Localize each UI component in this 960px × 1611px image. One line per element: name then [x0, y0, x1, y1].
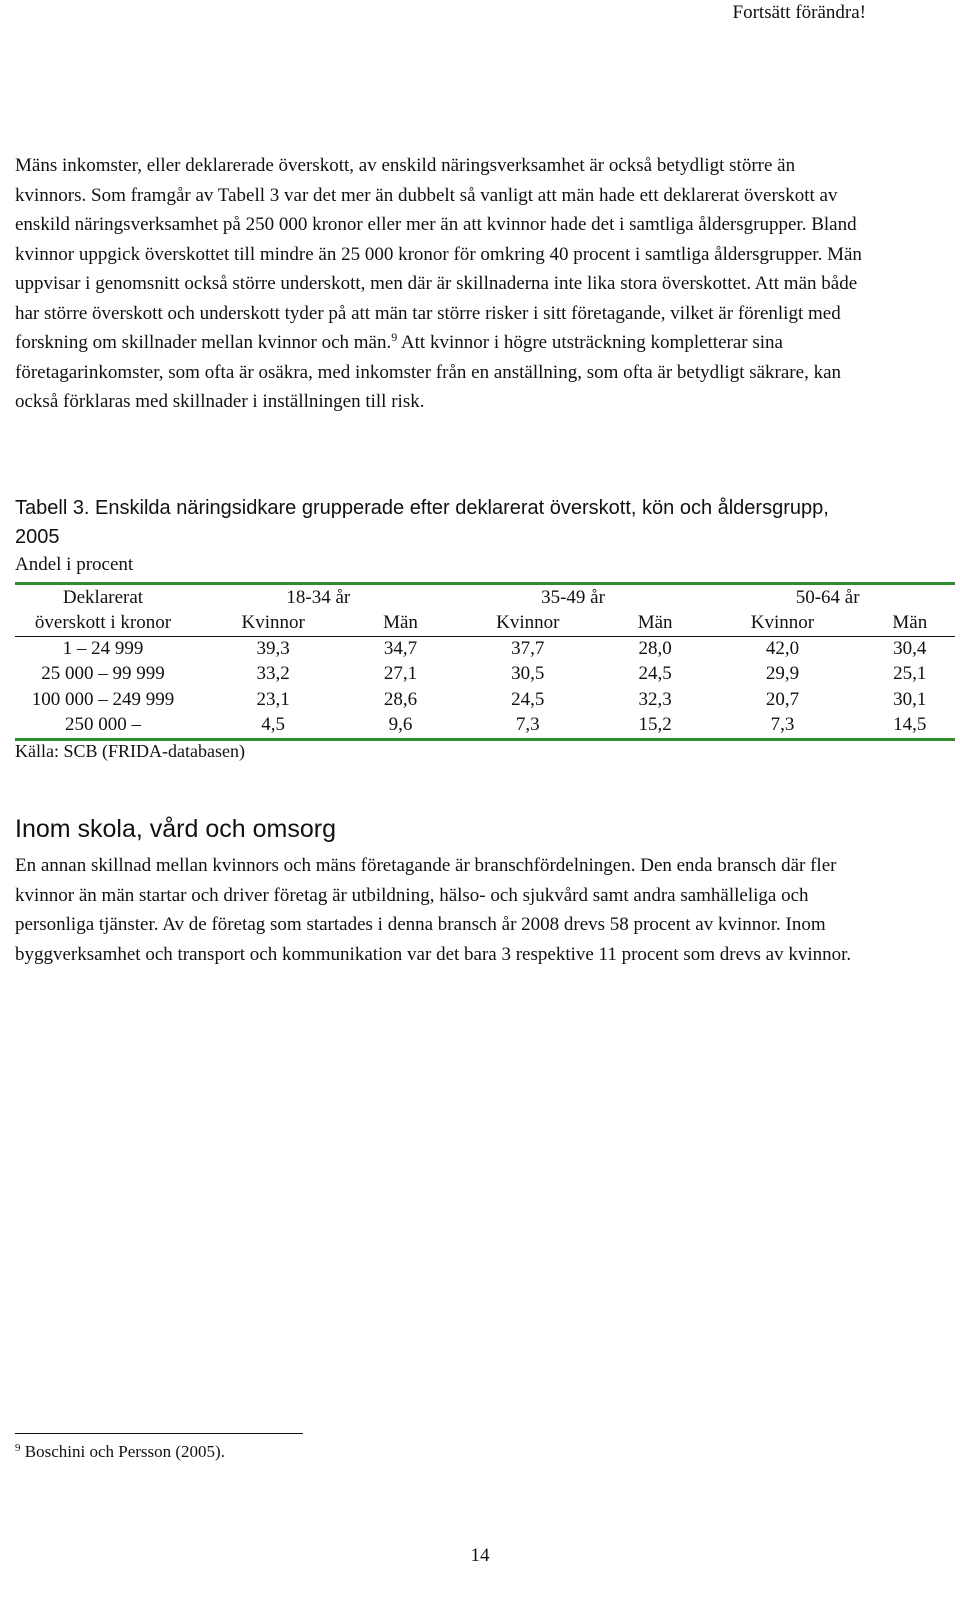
- age-group-header: 35-49 år: [541, 586, 605, 608]
- table-cell: 27,1: [383, 663, 418, 685]
- footnote-reference[interactable]: 9: [391, 330, 398, 344]
- table-cell: 24,5: [511, 688, 545, 710]
- income-table: [15, 585, 955, 738]
- row-label: 25 000 – 99 999: [41, 663, 165, 685]
- table-cell: 39,3: [256, 637, 290, 659]
- table-header-row-1: [15, 585, 955, 611]
- table-cell: 30,1: [893, 688, 927, 710]
- table-row: [15, 713, 955, 739]
- body-paragraph-income: [15, 151, 865, 417]
- footnote-number: 9: [15, 1442, 21, 1454]
- sex-header: Män: [637, 612, 673, 634]
- table-cell: 4,5: [261, 714, 286, 736]
- table-row: [15, 687, 955, 713]
- table-cell: 28,0: [638, 637, 672, 659]
- sex-header: Män: [892, 612, 928, 634]
- body-paragraph-industry: En annan skillnad mellan kvinnors och mäns företagande är branschfördelningen. Den enda bransch där fler kvinnor än män startar och driver företag är utbildning, hälso- och sjukvård samt andra samhälleliga och personliga tjänster. Av de företag som startades i denna bransch år 2008 drevs 58 procent av kvinnor. Inom byggverksamhet och transport och kommunikation var det bara 3 respektive 11 procent som drevs av kvinnor.: [15, 855, 852, 965]
- table-cell: 34,7: [383, 637, 418, 659]
- row-label: 100 000 – 249 999: [31, 688, 175, 710]
- row-header-label: Deklarerat: [62, 586, 144, 608]
- row-label: 250 000 –: [65, 714, 141, 736]
- table-header-row-2: [15, 611, 955, 637]
- table-caption: Tabell 3. Enskilda näringsidkare grupperade efter deklarerat överskott, kön och åldersgrupp, 2005: [15, 497, 829, 548]
- page-number: 14: [470, 1545, 490, 1566]
- table-cell: 7,3: [515, 714, 540, 736]
- table-cell: 30,5: [511, 663, 545, 685]
- table-cell: 30,4: [893, 637, 927, 659]
- table-source: Källa: SCB (FRIDA-databasen): [15, 741, 245, 761]
- sex-header: Män: [383, 612, 418, 634]
- footnote: [15, 1442, 225, 1462]
- table-cell: 32,3: [638, 688, 672, 710]
- table-cell: 25,1: [893, 663, 927, 685]
- footnote-text: Boschini och Persson (2005).: [20, 1442, 225, 1461]
- sex-header: Kvinnor: [241, 612, 305, 634]
- sex-header: Kvinnor: [496, 612, 560, 634]
- table-cell: 23,1: [256, 688, 290, 710]
- table-cell: 37,7: [511, 637, 545, 659]
- table-cell: 20,7: [765, 688, 800, 710]
- table-cell: 33,2: [256, 663, 290, 685]
- footnote-separator: [15, 1433, 303, 1434]
- section-heading: Inom skola, vård och omsorg: [15, 815, 336, 843]
- age-group-header: 18-34 år: [286, 586, 351, 608]
- table-cell: 14,5: [893, 714, 927, 736]
- sex-header: Kvinnor: [750, 612, 815, 634]
- table-cell: 28,6: [383, 688, 418, 710]
- row-label: 1 – 24 999: [62, 637, 144, 659]
- paragraph-text-continued: Att kvinnor i högre utsträckning kompletterar sina företagarinkomster, som ofta är osäkra, med inkomster från en anställning, som ofta är betydligt säkrare, kan också förklaras med skillnader i inställningen till risk.: [15, 332, 841, 412]
- table-cell: 15,2: [638, 714, 672, 736]
- table-cell: 7,3: [770, 714, 795, 736]
- age-group-header: 50-64 år: [795, 586, 860, 608]
- paragraph-text: Mäns inkomster, eller deklarerade överskott, av enskild näringsverksamhet är också betydligt större än kvinnors. Som framgår av Tabell 3 var det mer än dubbelt så vanligt att män hade ett deklarerat överskott av enskild näringsverksamhet på 250 000 kronor eller mer än att kvinnor hade det i samtliga åldersgrupper. Bland kvinnor uppgick överskottet till mindre än 25 000 kronor för omkring 40 procent i samtliga åldersgrupper. Män uppvisar i genomsnitt också större underskott, men där är skillnaderna inte lika stora överskottet. Att män både har större överskott och underskott tyder på att män tar större risker i sitt företagande, vilket är förenligt med forskning om skillnader mellan kvinnor och män.: [15, 155, 862, 353]
- row-header-label: överskott i kronor: [34, 612, 172, 634]
- table-cell: 24,5: [638, 663, 672, 685]
- table-cell: 42,0: [765, 637, 800, 659]
- running-header: Fortsätt förändra!: [732, 2, 866, 23]
- table-row: [15, 662, 955, 688]
- table-cell: 9,6: [388, 714, 413, 736]
- table-cell: 29,9: [765, 663, 800, 685]
- table-subcaption: Andel i procent: [15, 554, 134, 575]
- table-row: [15, 636, 955, 662]
